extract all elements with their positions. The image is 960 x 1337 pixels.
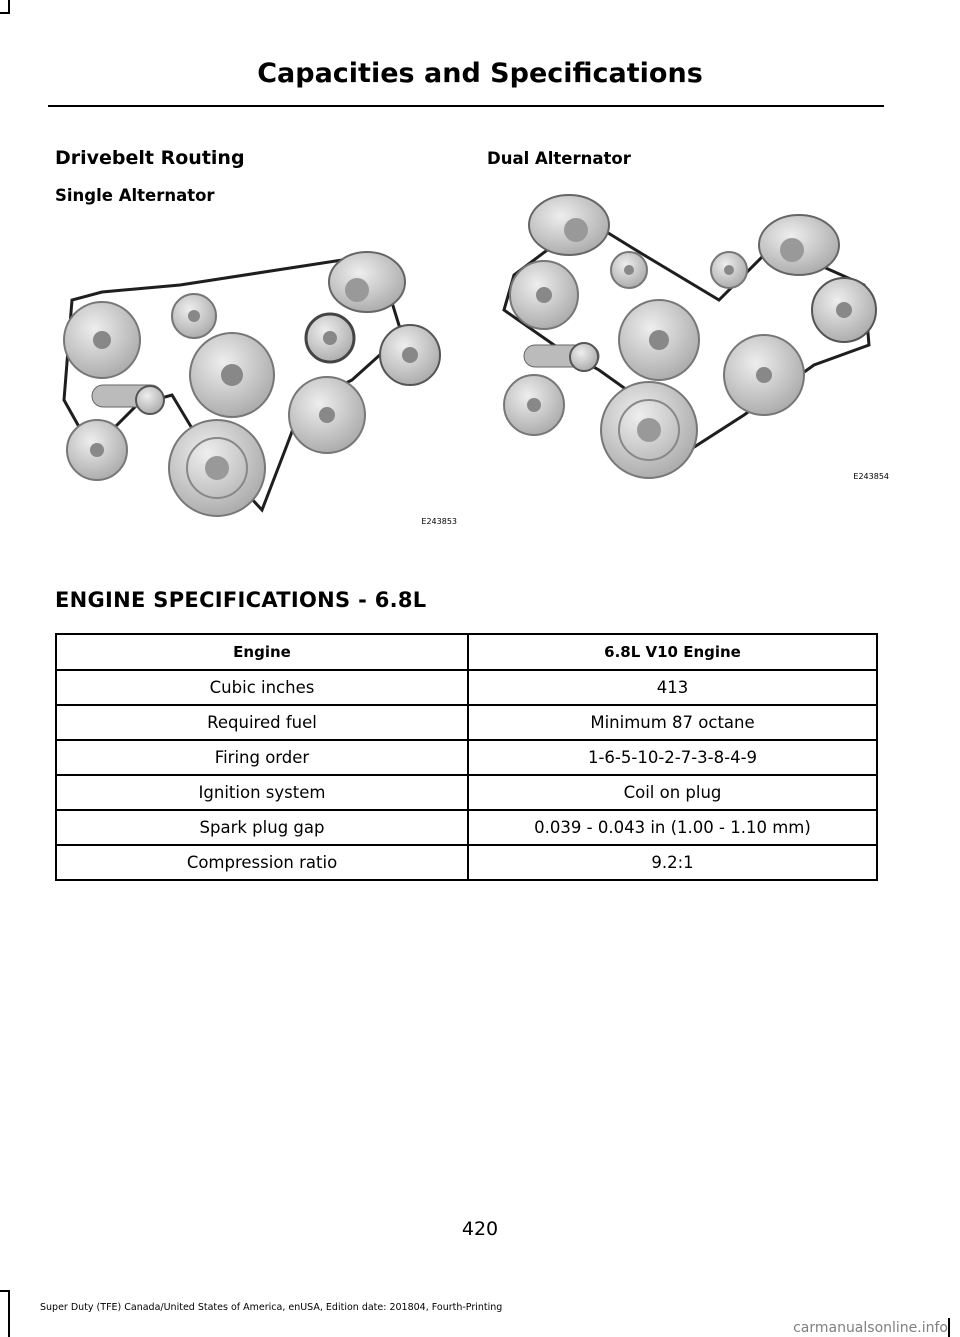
section-heading-engine-specs: ENGINE SPECIFICATIONS - 6.8L xyxy=(55,588,427,612)
table-cell: Coil on plug xyxy=(468,775,877,810)
engine-spec-table xyxy=(55,633,878,881)
idler-pulley-icon xyxy=(611,252,647,288)
crop-mark xyxy=(948,1318,950,1337)
table-row xyxy=(56,810,877,845)
pulley-icon xyxy=(289,377,365,453)
crankshaft-pulley-icon xyxy=(169,420,265,516)
table-cell: Cubic inches xyxy=(56,670,468,705)
table-header-row xyxy=(56,634,877,670)
table-row xyxy=(56,775,877,810)
crankshaft-pulley-icon xyxy=(601,382,697,478)
pulley-icon xyxy=(64,302,140,378)
header-rule xyxy=(48,105,884,107)
figure-code: E243854 xyxy=(853,472,889,481)
table-row xyxy=(56,705,877,740)
table-cell: Ignition system xyxy=(56,775,468,810)
idler-pulley-icon xyxy=(711,252,747,288)
crop-mark xyxy=(0,12,10,14)
crop-mark xyxy=(0,1290,10,1292)
water-pump-pulley-icon xyxy=(190,333,274,417)
label-dual-alternator: Dual Alternator xyxy=(487,149,631,168)
pulley-icon xyxy=(812,278,876,342)
column-header: Engine xyxy=(56,634,468,670)
watermark: carmanualsonline.info xyxy=(793,1320,948,1336)
label-single-alternator: Single Alternator xyxy=(55,186,215,205)
crop-mark xyxy=(8,1290,10,1337)
table-cell: Spark plug gap xyxy=(56,810,468,845)
table-cell: Required fuel xyxy=(56,705,468,740)
pulley-icon xyxy=(67,420,127,480)
tensioner-icon xyxy=(92,385,164,414)
alternator-icon xyxy=(759,215,839,275)
table-cell: Firing order xyxy=(56,740,468,775)
pulley-icon xyxy=(380,325,440,385)
table-cell: Minimum 87 octane xyxy=(468,705,877,740)
table-cell: Compression ratio xyxy=(56,845,468,880)
table-cell: 413 xyxy=(468,670,877,705)
column-header: 6.8L V10 Engine xyxy=(468,634,877,670)
single-alternator-diagram xyxy=(52,240,462,530)
pulley-icon xyxy=(510,261,578,329)
dual-alternator-diagram xyxy=(484,185,894,485)
footer-text: Super Duty (TFE) Canada/United States of America, enUSA, Edition date: 201804, Fourth-Printing xyxy=(40,1302,503,1313)
section-heading-drivebelt: Drivebelt Routing xyxy=(55,147,245,169)
tensioner-icon xyxy=(524,343,599,371)
pulley-icon xyxy=(504,375,564,435)
page-number: 420 xyxy=(461,1218,499,1240)
table-cell: 0.039 - 0.043 in (1.00 - 1.10 mm) xyxy=(468,810,877,845)
pulley-icon xyxy=(306,314,354,362)
table-row xyxy=(56,740,877,775)
page-title: Capacities and Specifications xyxy=(257,58,703,89)
idler-pulley-icon xyxy=(172,294,216,338)
table-row xyxy=(56,670,877,705)
alternator-icon xyxy=(529,195,609,255)
pulley-icon xyxy=(724,335,804,415)
alternator-icon xyxy=(329,252,405,312)
table-row xyxy=(56,845,877,880)
figure-code: E243853 xyxy=(421,517,457,526)
water-pump-pulley-icon xyxy=(619,300,699,380)
table-cell: 1-6-5-10-2-7-3-8-4-9 xyxy=(468,740,877,775)
table-cell: 9.2:1 xyxy=(468,845,877,880)
